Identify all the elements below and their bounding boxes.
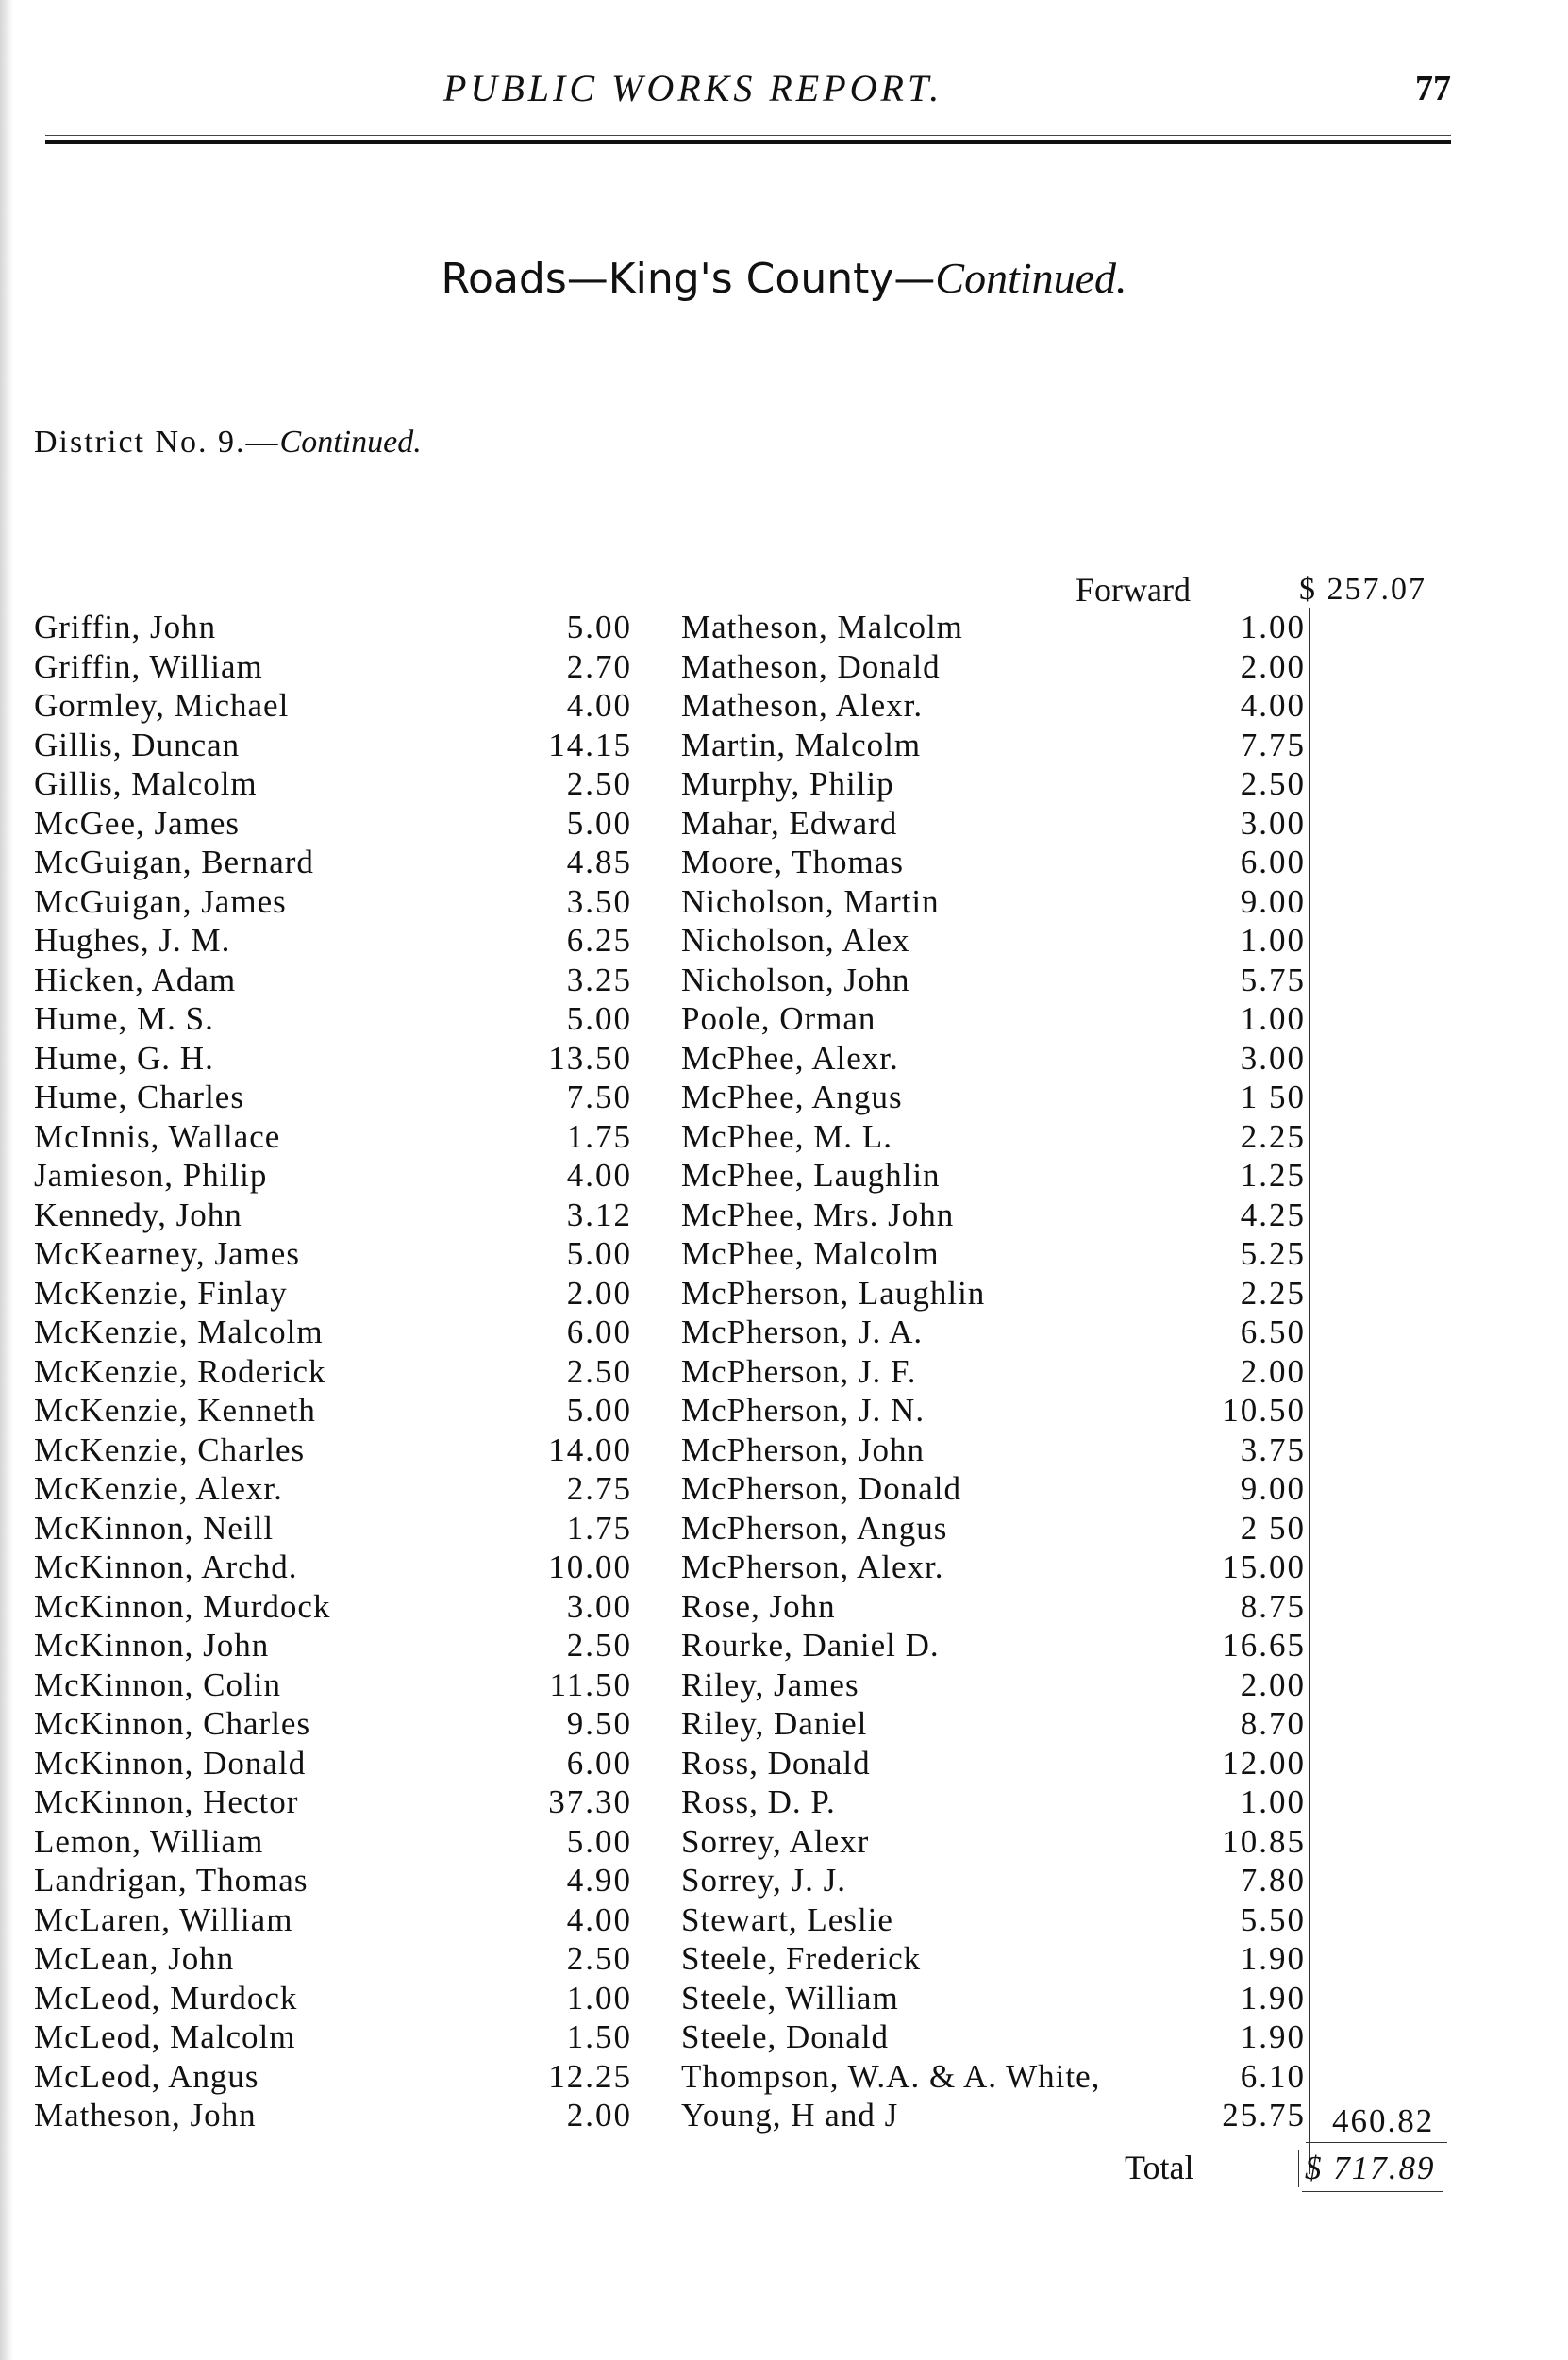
left-amount-cell: 9.50 [566,1705,632,1742]
right-name-cell: McPherson, J. N. [681,1392,926,1429]
right-amount-cell: 3.00 [1240,1039,1306,1077]
right-amount-cell: 1.25 [1240,1157,1306,1194]
header-rule [45,140,1451,144]
left-amount-cell: 5.00 [566,1392,632,1429]
left-amount-cell: 14.15 [548,726,632,763]
right-name-cell: Nicholson, John [681,961,910,998]
right-amount-cell: 5.50 [1240,1900,1306,1938]
left-name-cell: McGuigan, Bernard [34,844,314,880]
right-name-cell: Poole, Orman [681,1000,876,1037]
right-amount-cell: 2.25 [1240,1274,1306,1312]
table-row [0,608,1568,647]
right-name-cell: McPherson, Donald [681,1470,961,1507]
left-name-cell: Matheson, John [34,2097,257,2134]
right-name-cell: McPhee, Laughlin [681,1157,941,1194]
table-row [0,1744,1568,1783]
left-name-cell: McKenzie, Malcolm [34,1314,324,1350]
section-title [0,253,1568,303]
left-name-cell: McLeod, Angus [34,2057,259,2095]
running-title: PUBLIC WORKS REPORT. [443,67,943,109]
left-amount-cell: 2.50 [566,1352,632,1390]
header-rule-thin [45,135,1451,136]
left-name-cell: McLeod, Malcolm [34,2018,296,2055]
left-amount-cell: 4.00 [566,1900,632,1938]
right-amount-cell: 6.50 [1240,1314,1306,1350]
left-name-cell: McKearney, James [34,1235,300,1272]
left-amount-cell: 13.50 [548,1039,632,1077]
right-name-cell: Rose, John [681,1587,836,1625]
subtotal-value: 460.82 [1332,2102,1435,2139]
left-name-cell: Lemon, William [34,1822,264,1860]
table-row [0,2057,1568,2097]
left-name-cell: McGuigan, James [34,882,287,920]
right-amount-cell: 4.00 [1240,687,1306,724]
right-amount-cell: 6.10 [1240,2057,1306,2095]
right-name-cell: McPherson, John [681,1431,926,1468]
right-name-cell: Matheson, Donald [681,647,941,685]
total-label: Total [1125,2149,1194,2186]
total-rule [1302,2191,1443,2192]
table-row [0,1196,1568,1235]
right-name-cell: Sorrey, Alexr [681,1822,870,1860]
table-row [0,1509,1568,1548]
left-name-cell: McKenzie, Roderick [34,1352,326,1390]
right-amount-cell: 1.00 [1240,1000,1306,1037]
left-amount-cell: 2.00 [566,2097,632,2134]
left-name-cell: Jamieson, Philip [34,1157,268,1194]
right-name-cell: Sorrey, J. J. [681,1862,847,1899]
left-amount-cell: 3.50 [566,882,632,920]
right-name-cell: Ross, D. P. [681,1783,836,1820]
left-name-cell: McKinnon, Hector [34,1783,299,1820]
table-row [0,1391,1568,1431]
right-name-cell: Matheson, Alexr. [681,687,924,724]
left-amount-cell: 4.00 [566,687,632,724]
table-row [0,921,1568,961]
table-row [0,1039,1568,1079]
left-amount-cell: 6.25 [566,922,632,959]
right-amount-cell: 9.00 [1240,1470,1306,1507]
right-amount-cell: 1.90 [1240,1979,1306,2017]
left-name-cell: McKinnon, Neill [34,1509,275,1547]
amount-column-rule [1309,608,1310,2174]
left-name-cell: McKenzie, Alexr. [34,1470,283,1507]
right-name-cell: Riley, Daniel [681,1705,868,1742]
right-name-cell: Young, H and J [681,2097,899,2134]
table-row [0,1979,1568,2018]
left-amount-cell: 2.50 [566,1627,632,1664]
table-row [0,843,1568,882]
right-name-cell: McPhee, Mrs. John [681,1196,955,1233]
right-amount-cell: 8.75 [1240,1587,1306,1625]
right-name-cell: McPherson, Alexr. [681,1548,944,1585]
table-row [0,1548,1568,1587]
left-amount-cell: 5.00 [566,1000,632,1037]
right-amount-cell: 5.75 [1240,961,1306,998]
right-amount-cell: 1.90 [1240,2018,1306,2055]
left-name-cell: McKinnon, Charles [34,1705,311,1742]
table-row [0,1665,1568,1705]
left-amount-cell: 5.00 [566,1235,632,1272]
right-name-cell: Thompson, W.A. & A. White, [681,2057,1101,2095]
left-name-cell: Gormley, Michael [34,687,290,724]
right-name-cell: Stewart, Leslie [681,1900,893,1938]
right-name-cell: Mahar, Edward [681,804,898,842]
right-name-cell: McPhee, Alexr. [681,1039,899,1077]
right-name-cell: McPhee, M. L. [681,1117,892,1155]
left-amount-cell: 4.00 [566,1157,632,1194]
left-amount-cell: 5.00 [566,804,632,842]
left-name-cell: McLeod, Murdock [34,1979,298,2017]
table-row [0,2017,1568,2057]
right-name-cell: Riley, James [681,1665,859,1703]
left-name-cell: McLaren, William [34,1900,293,1938]
left-name-cell: Griffin, John [34,609,217,645]
right-amount-cell: 4.25 [1240,1196,1306,1233]
right-name-cell: McPhee, Angus [681,1079,903,1115]
left-amount-cell: 3.12 [566,1196,632,1233]
table-row [0,1822,1568,1862]
right-amount-cell: 1.90 [1240,1940,1306,1977]
right-amount-cell: 3.00 [1240,804,1306,842]
table-row [0,764,1568,804]
table-row [0,882,1568,922]
table-row [0,1939,1568,1979]
left-name-cell: Hicken, Adam [34,961,237,998]
right-amount-cell: 10.50 [1222,1392,1306,1429]
left-amount-cell: 1.75 [566,1509,632,1547]
left-amount-cell: 12.25 [548,2057,632,2095]
left-amount-cell: 2.70 [566,647,632,685]
right-name-cell: Murphy, Philip [681,765,894,802]
page-number: 77 [1415,69,1451,109]
left-amount-cell: 1.50 [566,2018,632,2055]
left-amount-cell: 2.50 [566,765,632,802]
right-name-cell: McPherson, J. A. [681,1314,924,1350]
left-amount-cell: 14.00 [548,1431,632,1468]
left-amount-cell: 4.85 [566,844,632,880]
left-name-cell: McKinnon, John [34,1627,270,1664]
right-amount-cell: 15.00 [1222,1548,1306,1585]
right-amount-cell: 7.80 [1240,1862,1306,1899]
right-amount-cell: 1.00 [1240,1783,1306,1820]
table-row [0,1234,1568,1274]
table-row [0,1861,1568,1900]
right-name-cell: Steele, William [681,1979,899,2017]
right-amount-cell: 1.00 [1240,609,1306,645]
left-amount-cell: 11.50 [549,1665,632,1703]
table-row [0,1313,1568,1352]
table-row [0,999,1568,1039]
right-name-cell: McPherson, J. F. [681,1352,917,1390]
left-name-cell: McKinnon, Murdock [34,1587,331,1625]
right-amount-cell: 6.00 [1240,844,1306,880]
table-row [0,1469,1568,1509]
right-name-cell: Steele, Frederick [681,1940,922,1977]
page-header [0,66,1568,132]
left-amount-cell: 3.25 [566,961,632,998]
right-name-cell: Martin, Malcolm [681,726,922,763]
table-row [0,686,1568,726]
table-row [0,1274,1568,1314]
table-row [0,647,1568,687]
right-name-cell: Nicholson, Alex [681,922,910,959]
right-amount-cell: 9.00 [1240,882,1306,920]
left-name-cell: Gillis, Malcolm [34,765,258,802]
left-name-cell: McInnis, Wallace [34,1117,281,1155]
table-row [0,1431,1568,1470]
left-name-cell: Hume, M. S. [34,1000,214,1037]
left-name-cell: Kennedy, John [34,1196,242,1233]
right-name-cell: Steele, Donald [681,2018,890,2055]
table-row [0,1900,1568,1940]
right-amount-cell: 25.75 [1222,2097,1306,2134]
right-name-cell: Rourke, Daniel D. [681,1627,940,1664]
table-row [0,1156,1568,1196]
left-amount-cell: 2.50 [566,1940,632,1977]
left-amount-cell: 1.75 [566,1117,632,1155]
left-name-cell: McLean, John [34,1940,235,1977]
right-amount-cell: 2.00 [1240,647,1306,685]
right-amount-cell: 1 50 [1240,1079,1306,1115]
left-amount-cell: 6.00 [566,1314,632,1350]
right-name-cell: Nicholson, Martin [681,882,940,920]
left-name-cell: McGee, James [34,804,241,842]
left-amount-cell: 37.30 [548,1783,632,1820]
left-amount-cell: 10.00 [548,1548,632,1585]
right-amount-cell: 2.00 [1240,1352,1306,1390]
left-name-cell: McKinnon, Colin [34,1665,281,1703]
left-name-cell: McKenzie, Kenneth [34,1392,316,1429]
table-row [0,1352,1568,1392]
table-row [0,726,1568,765]
section-title-continued: Continued. [935,254,1127,302]
left-amount-cell: 3.00 [566,1587,632,1625]
table-row [0,1078,1568,1117]
left-name-cell: Landrigan, Thomas [34,1862,309,1899]
right-amount-cell: 5.25 [1240,1235,1306,1272]
left-amount-cell: 1.00 [566,1979,632,2017]
left-amount-cell: 7.50 [566,1079,632,1115]
left-amount-cell: 5.00 [566,609,632,645]
right-name-cell: McPhee, Malcolm [681,1235,940,1272]
left-amount-cell: 5.00 [566,1822,632,1860]
right-amount-cell: 2.50 [1240,765,1306,802]
forward-value: $ 257.07 [1293,572,1426,608]
table-row [0,804,1568,844]
table-row [0,1704,1568,1744]
district-heading [34,425,422,460]
left-name-cell: McKenzie, Finlay [34,1274,288,1312]
right-amount-cell: 2 50 [1240,1509,1306,1547]
forward-label: Forward [1076,571,1191,609]
left-name-cell: McKenzie, Charles [34,1431,306,1468]
right-name-cell: Matheson, Malcolm [681,609,963,645]
right-amount-cell: 3.75 [1240,1431,1306,1468]
left-amount-cell: 4.90 [566,1862,632,1899]
table-row [0,961,1568,1000]
left-amount-cell: 2.00 [566,1274,632,1312]
district-label: District No. 9.— [34,425,280,460]
left-amount-cell: 2.75 [566,1470,632,1507]
table-row [0,1626,1568,1665]
district-continued: Continued. [279,425,422,460]
left-name-cell: McKinnon, Archd. [34,1548,298,1585]
right-amount-cell: 1.00 [1240,922,1306,959]
right-name-cell: McPherson, Laughlin [681,1274,986,1312]
section-title-main: Roads—King's County— [441,255,936,303]
right-name-cell: Ross, Donald [681,1744,871,1782]
right-amount-cell: 8.70 [1240,1705,1306,1742]
left-name-cell: Gillis, Duncan [34,726,241,763]
right-amount-cell: 2.00 [1240,1665,1306,1703]
right-amount-cell: 7.75 [1240,726,1306,763]
left-name-cell: Hume, Charles [34,1079,244,1115]
right-amount-cell: 16.65 [1222,1627,1306,1664]
right-name-cell: Moore, Thomas [681,844,904,880]
total-value: $ 717.89 [1298,2150,1436,2187]
left-name-cell: Hume, G. H. [34,1039,214,1077]
table-row [0,1587,1568,1627]
table-row [0,1117,1568,1157]
left-name-cell: Griffin, William [34,647,263,685]
right-amount-cell: 10.85 [1222,1822,1306,1860]
right-amount-cell: 2.25 [1240,1117,1306,1155]
right-name-cell: McPherson, Angus [681,1509,948,1547]
left-amount-cell: 6.00 [566,1744,632,1782]
subtotal-rule [1306,2142,1447,2143]
right-amount-cell: 12.00 [1222,1744,1306,1782]
table-row [0,1783,1568,1822]
left-name-cell: Hughes, J. M. [34,922,231,959]
left-name-cell: McKinnon, Donald [34,1744,307,1782]
